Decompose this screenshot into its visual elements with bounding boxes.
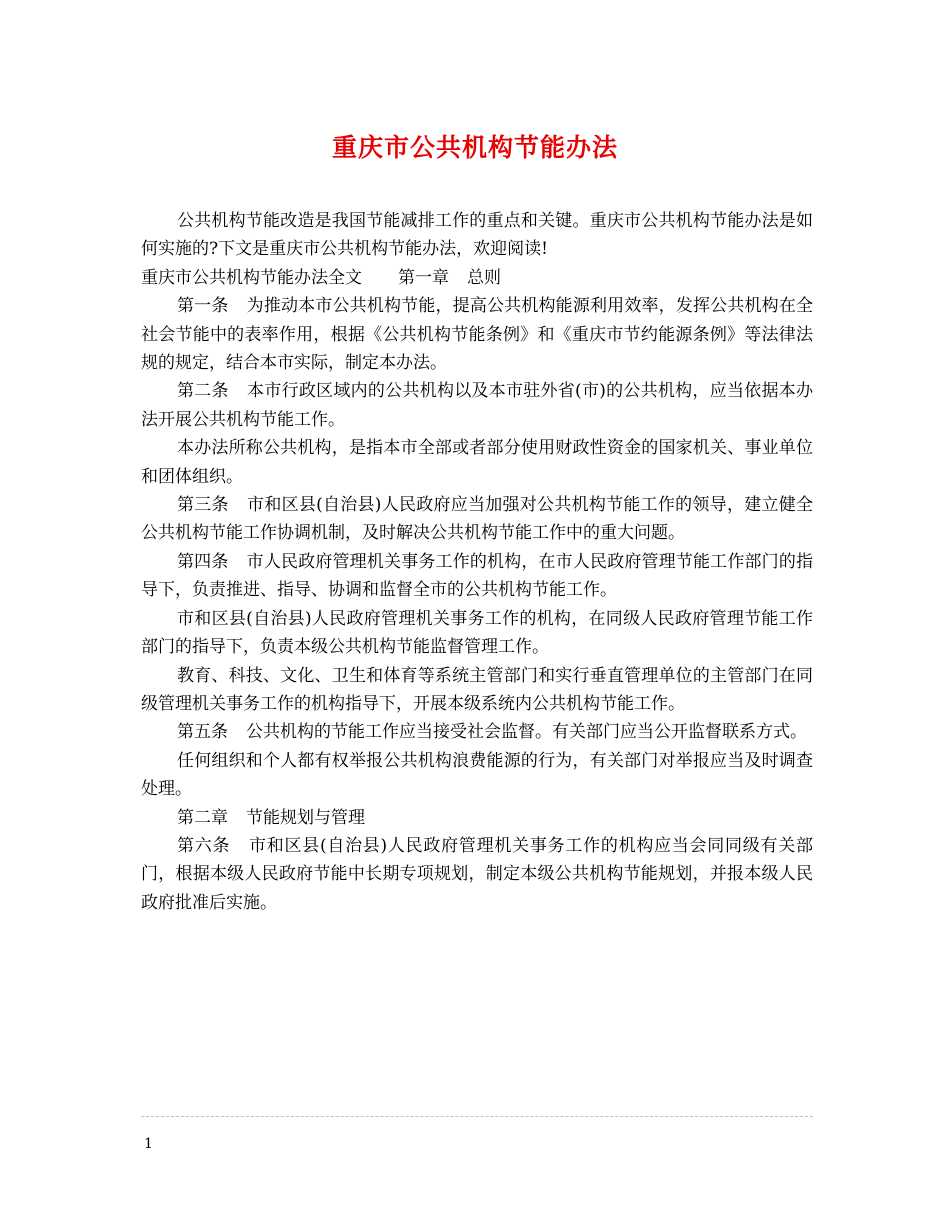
article-3-paragraph — [141, 491, 813, 548]
article-3-text: 市和区县(自治县)人民政府应当加强对公共机构节能工作的领导，建立健全公共机构节能工作协调机制，及时解决公共机构节能工作中的重大问题。 — [141, 495, 814, 544]
page-number: 1 — [144, 1136, 153, 1152]
article-2-number: 第二条 — [177, 381, 229, 402]
chapter-1-title: 总则 — [467, 267, 501, 288]
article-2-paragraph-2: 本办法所称公共机构，是指本市全部或者部分使用财政性资金的国家机关、事业单位和团体组织。 — [141, 438, 813, 487]
article-4-number: 第四条 — [177, 551, 229, 572]
article-4-paragraph — [141, 548, 813, 605]
article-5-paragraph-2: 任何组织和个人都有权举报公共机构浪费能源的行为，有关部门对举报应当及时调查处理。 — [141, 750, 813, 800]
full-text-label: 重庆市公共机构节能办法全文 — [141, 267, 362, 288]
footer-divider — [141, 1116, 813, 1117]
article-1-text: 为推动本市公共机构节能，提高公共机构能源利用效率，发挥公共机构在全社会节能中的表率作用，根据《公共机构节能条例》和《重庆市节约能源条例》等法律法规的规定，结合本市实际，制定本办法。 — [141, 296, 813, 374]
article-6-paragraph — [141, 832, 813, 917]
article-2-text: 本市行政区域内的公共机构以及本市驻外省(市)的公共机构，应当依据本办法开展公共机构节能工作。 — [141, 381, 814, 430]
article-1-number: 第一条 — [177, 296, 229, 317]
article-6-text: 市和区县(自治县)人民政府管理机关事务工作的机构应当会同同级有关部门，根据本级人民政府节能中长期专项规划，制定本级公共机构节能规划，并报本级人民政府批准后实施。 — [141, 835, 814, 913]
chapter-2-heading — [141, 804, 813, 832]
document-title: 重庆市公共机构节能办法 — [331, 133, 618, 162]
article-6-number: 第六条 — [177, 835, 231, 856]
article-5-paragraph — [141, 718, 813, 746]
chapter-2-number: 第二章 — [177, 807, 228, 828]
article-1-paragraph — [141, 292, 813, 377]
full-text-heading-line — [141, 264, 813, 292]
article-4-paragraph-3: 教育、科技、文化、卫生和体育等系统主管部门和实行垂直管理单位的主管部门在同级管理机关事务工作的机构指导下，开展本级系统内公共机构节能工作。 — [141, 665, 813, 714]
article-2-paragraph — [141, 377, 813, 434]
article-4-text: 市人民政府管理机关事务工作的机构，在市人民政府管理节能工作部门的指导下，负责推进、指导、协调和监督全市的公共机构节能工作。 — [141, 551, 813, 601]
article-5-number: 第五条 — [177, 722, 228, 743]
intro-paragraph: 公共机构节能改造是我国节能减排工作的重点和关键。重庆市公共机构节能办法是如何实施的?下文是重庆市公共机构节能办法，欢迎阅读! — [141, 211, 813, 260]
document-body — [141, 207, 813, 917]
article-4-paragraph-2: 市和区县(自治县)人民政府管理机关事务工作的机构，在同级人民政府管理节能工作部门的指导下，负责本级公共机构节能监督管理工作。 — [141, 608, 813, 658]
article-3-number: 第三条 — [177, 495, 229, 516]
chapter-1-number: 第一章 — [398, 267, 449, 288]
chapter-2-title: 节能规划与管理 — [246, 807, 365, 828]
article-5-text: 公共机构的节能工作应当接受社会监督。有关部门应当公开监督联系方式。 — [246, 722, 807, 743]
